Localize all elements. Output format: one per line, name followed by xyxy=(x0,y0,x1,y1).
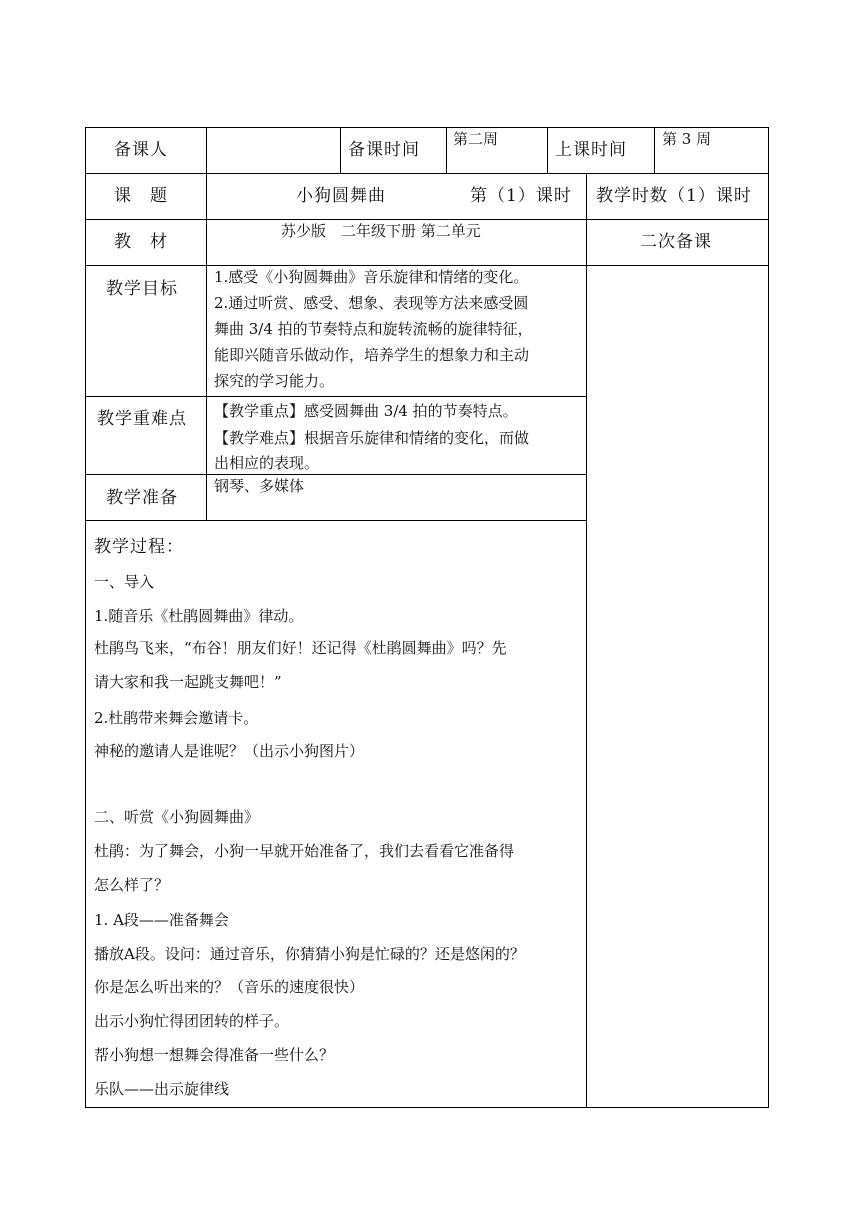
row-divider-5 xyxy=(85,474,586,475)
table-border-bottom xyxy=(85,1107,769,1108)
col-divider-label xyxy=(206,127,207,521)
class-time-label: 上课时间 xyxy=(555,140,627,160)
row-divider-4 xyxy=(85,396,586,397)
process-line: 请大家和我一起跳支舞吧！” xyxy=(94,673,282,691)
prep-time-label: 备课时间 xyxy=(348,140,420,160)
objectives-label: 教学目标 xyxy=(106,279,178,299)
col-divider-second-prep xyxy=(586,173,587,1108)
prep-time-value: 第二周 xyxy=(453,130,499,148)
objective-line: 1.感受《小狗圆舞曲》音乐旋律和情绪的变化。 xyxy=(214,268,529,286)
row-divider-1 xyxy=(85,173,769,174)
topic-lesson: 第（1）课时 xyxy=(470,186,572,206)
key-point-line: 【教学重点】感受圆舞曲 3/4 拍的节奏特点。 xyxy=(214,402,518,420)
topic-label: 课 题 xyxy=(114,186,168,206)
topic-hours: 教学时数（1）课时 xyxy=(596,186,752,206)
textbook-value: 苏少版 二年级下册 第二单元 xyxy=(281,222,481,240)
col-divider-class-time xyxy=(547,127,548,174)
process-line: 1.随音乐《杜鹃圆舞曲》律动。 xyxy=(94,607,304,625)
preparer-label: 备课人 xyxy=(114,140,168,160)
key-point-line: 出相应的表现。 xyxy=(214,454,320,472)
process-line: 帮小狗想一想舞会得准备一些什么？ xyxy=(94,1046,335,1064)
key-point-line: 【教学难点】根据音乐旋律和情绪的变化，而做 xyxy=(214,429,530,447)
process-line: 播放A段。设问：通过音乐，你猜猜小狗是忙碌的？还是悠闲的？ xyxy=(94,945,525,963)
col-divider-week xyxy=(446,127,447,174)
key-points-label: 教学重难点 xyxy=(97,409,187,429)
objective-line: 2.通过听赏、感受、想象、表现等方法来感受圆 xyxy=(214,294,529,312)
process-line: 一、导入 xyxy=(94,573,155,591)
topic-title: 小狗圆舞曲 xyxy=(296,186,386,206)
row-divider-3 xyxy=(85,265,769,266)
process-heading: 教学过程： xyxy=(94,537,184,557)
process-line: 你是怎么听出来的？（音乐的速度很快） xyxy=(94,978,365,996)
process-line: 杜鹃：为了舞会，小狗一早就开始准备了，我们去看看它准备得 xyxy=(94,842,515,860)
table-border-left xyxy=(85,127,86,1108)
table-border-right xyxy=(768,127,769,1108)
preparation-value: 钢琴、多媒体 xyxy=(214,477,305,495)
process-line: 2.杜鹃带来舞会邀请卡。 xyxy=(94,709,259,727)
process-line: 出示小狗忙得团团转的样子。 xyxy=(94,1012,290,1030)
process-line: 1. A段——准备舞会 xyxy=(94,911,229,929)
process-line: 杜鹃鸟飞来，“布谷！朋友们好！还记得《杜鹃圆舞曲》吗？先 xyxy=(94,639,507,657)
process-line: 怎么样了？ xyxy=(94,876,170,894)
textbook-label: 教 材 xyxy=(114,232,168,252)
col-divider-prep-time xyxy=(340,127,341,174)
process-line: 二、听赏《小狗圆舞曲》 xyxy=(94,808,260,826)
row-divider-2 xyxy=(85,219,769,220)
process-line: 乐队——出示旋律线 xyxy=(94,1080,230,1098)
objective-line: 探究的学习能力。 xyxy=(214,372,335,390)
objective-line: 能即兴随音乐做动作，培养学生的想象力和主动 xyxy=(214,346,530,364)
objective-line: 舞曲 3/4 拍的节奏特点和旋转流畅的旋律特征， xyxy=(214,320,533,338)
col-divider-class-week xyxy=(654,127,655,174)
row-divider-6 xyxy=(85,520,586,521)
process-line: 神秘的邀请人是谁呢？（出示小狗图片） xyxy=(94,742,365,760)
preparation-label: 教学准备 xyxy=(106,488,178,508)
class-time-value: 第 3 周 xyxy=(662,130,712,148)
second-prep-label: 二次备课 xyxy=(640,232,712,252)
table-border-top xyxy=(85,127,769,128)
